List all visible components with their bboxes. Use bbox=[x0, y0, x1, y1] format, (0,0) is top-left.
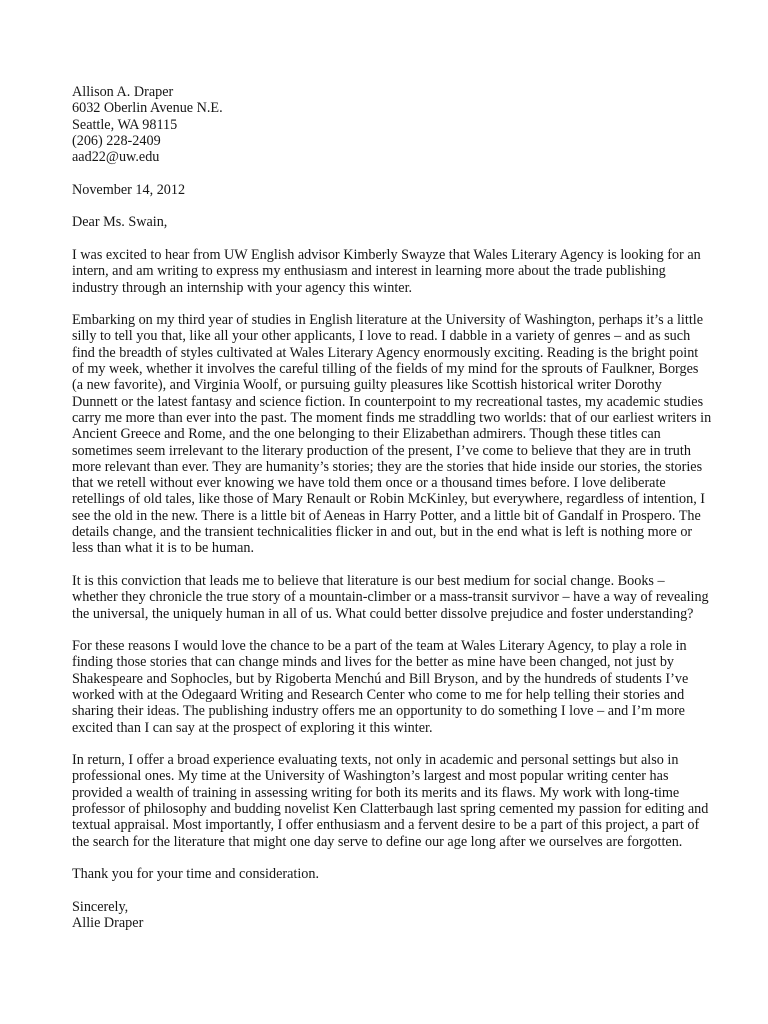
sender-address bbox=[72, 84, 702, 165]
paragraph-line: I was excited to hear from UW English advisor Kimberly Swayze that Wales Literary Agency is looking for an bbox=[72, 246, 701, 263]
paragraph-line: of my week, whether it involves the careful tilling of the fields of my mind for the sprouts of Faulkner, Borges bbox=[72, 361, 699, 378]
paragraph-line: whether they chronicle the true story of a mountain-climber or a mass-transit survivor – have a way of revealing bbox=[72, 589, 709, 606]
paragraph-line: industry through an internship with your agency this winter. bbox=[72, 279, 413, 296]
paragraph-line: professional ones. My time at the University of Washington’s largest and most popular writing center has bbox=[72, 768, 669, 785]
salutation-text: Dear Ms. Swain, bbox=[72, 214, 168, 231]
paragraph-line: less than what it is to be human. bbox=[72, 540, 255, 557]
paragraph-line: sometimes seem irrelevant to the literary production of the present, I’ve come to believe that they are in truth bbox=[72, 442, 691, 459]
paragraph-line: carry me more than ever into the past. The moment finds me straddling two worlds: that of our earliest writers in bbox=[72, 409, 712, 426]
letter-page bbox=[72, 84, 712, 948]
paragraph-line: professor of philosophy and budding novelist Ken Clatterbaugh last spring cemented my passion for editing and bbox=[72, 801, 709, 818]
paragraph-line: find the breadth of styles cultivated at Wales Literary Agency enormously exciting. Reading is the bright point bbox=[72, 344, 699, 361]
paragraph-line: intern, and am writing to express my enthusiasm and interest in learning more about the trade publishing bbox=[72, 263, 666, 280]
paragraph-line: Embarking on my third year of studies in English literature at the University of Washington, perhaps it’s a little bbox=[72, 312, 703, 329]
paragraph-line: textual appraisal. Most importantly, I offer enthusiasm and a fervent desire to be a part of this project, a part of bbox=[72, 817, 700, 834]
paragraph-line: that we retell without ever knowing we have told them once or a thousand times before. I love deliberate bbox=[72, 475, 666, 492]
paragraph-line: silly to tell you that, like all your other applicants, I love to read. I dabble in a variety of genres – and as such bbox=[72, 328, 691, 345]
paragraph-line: finding those stories that can change minds and lives for the better as mine have been changed, not just by bbox=[72, 654, 675, 671]
paragraph-line: Ancient Greece and Rome, and the one belonging to their Elizabethan admirers. Though these titles can bbox=[72, 426, 661, 443]
paragraph-line: provided a wealth of training in assessing writing for both its merits and its flaws. My work with long-time bbox=[72, 784, 680, 801]
body-paragraph-5 bbox=[72, 752, 709, 850]
sender-phone: (206) 228-2409 bbox=[72, 132, 161, 149]
salutation bbox=[72, 214, 702, 230]
body-paragraph-3 bbox=[72, 572, 709, 622]
paragraph-line: the universal, the uniquely human in all of us. What could better dissolve prejudice and foster understanding? bbox=[72, 605, 694, 622]
body-paragraph-1 bbox=[72, 247, 702, 296]
paragraph-line: more relevant than ever. They are humanity’s stories; they are the stories that hide inside our stories, the stories bbox=[72, 458, 703, 475]
paragraph-line: worked with at the Odegaard Writing and Research Center who come to me for help telling their stories and bbox=[72, 686, 685, 703]
sender-city: Seattle, WA 98115 bbox=[72, 116, 178, 133]
paragraph-line: the search for the literature that might one day serve to define our age long after we ourselves are forgotten. bbox=[72, 833, 683, 850]
body-paragraph-4 bbox=[72, 638, 702, 736]
closing-text: Sincerely, bbox=[72, 898, 129, 915]
paragraph-line: (a new favorite), and Virginia Woolf, or pursuing guilty pleasures like Scottish historical writer Dorothy bbox=[72, 377, 662, 394]
paragraph-line: details change, and the transient technicalities flicker in and out, but in the end what is left is nothing more or bbox=[72, 524, 693, 541]
paragraph-line: Thank you for your time and consideration. bbox=[72, 866, 320, 883]
paragraph-line: Dunnett or the latest fantasy and science fiction. In counterpoint to my recreational tastes, my academic studies bbox=[72, 393, 704, 410]
closing-block bbox=[72, 899, 702, 932]
sender-email: aad22@uw.edu bbox=[72, 149, 160, 166]
paragraph-line: sharing their ideas. The publishing industry offers me an opportunity to do something I love – and I’m more bbox=[72, 703, 685, 720]
date-text: November 14, 2012 bbox=[72, 181, 186, 198]
paragraph-line: retellings of old tales, like those of Mary Renault or Robin McKinley, but everywhere, regardless of intention, I bbox=[72, 491, 706, 508]
signature-name: Allie Draper bbox=[72, 915, 144, 932]
paragraph-line: In return, I offer a broad experience evaluating texts, not only in academic and personal settings but also in bbox=[72, 752, 679, 769]
paragraph-line: excited than I can say at the prospect of exploring it this winter. bbox=[72, 719, 433, 736]
letter-date bbox=[72, 182, 702, 198]
paragraph-line: Shakespeare and Sophocles, but by Rigoberta Menchú and Bill Bryson, and by the hundreds of students I’ve bbox=[72, 670, 689, 687]
paragraph-line: For these reasons I would love the chance to be a part of the team at Wales Literary Agency, to play a role in bbox=[72, 638, 687, 655]
sender-name: Allison A. Draper bbox=[72, 84, 174, 100]
sender-street: 6032 Oberlin Avenue N.E. bbox=[72, 100, 223, 117]
body-paragraph-6 bbox=[72, 866, 702, 882]
paragraph-line: It is this conviction that leads me to believe that literature is our best medium for social change. Books – bbox=[72, 572, 665, 589]
paragraph-line: see the old in the new. There is a little bit of Aeneas in Harry Potter, and a little bit of Gandalf in Prospero. The bbox=[72, 507, 701, 524]
body-paragraph-2 bbox=[72, 312, 712, 557]
